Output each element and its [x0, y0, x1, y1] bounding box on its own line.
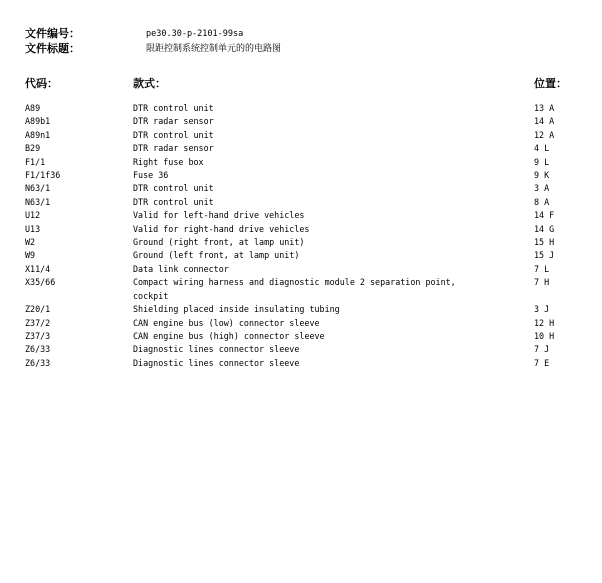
row-description: Right fuse box	[133, 156, 204, 167]
row-code: Z37/3	[25, 330, 51, 341]
column-header-position: 位置：	[534, 77, 567, 90]
legend-table	[0, 102, 602, 370]
doc-number-value: pe30.30-p-2101-99sa	[146, 29, 244, 39]
row-position: 8 A	[534, 196, 550, 207]
row-description: DTR control unit	[133, 129, 214, 140]
table-row	[0, 209, 602, 222]
row-position: 15 H	[534, 237, 555, 248]
row-code: U13	[25, 223, 41, 234]
row-code: Z6/33	[25, 344, 51, 355]
row-description: Shielding placed inside insulating tubing	[133, 304, 340, 315]
table-row	[0, 317, 602, 330]
row-code: A89	[25, 103, 41, 113]
row-description: DTR radar sensor	[133, 143, 214, 154]
table-row	[0, 169, 602, 182]
row-position: 9 K	[534, 170, 550, 181]
row-position: 9 L	[534, 156, 550, 167]
row-code: N63/1	[25, 183, 51, 194]
table-row	[0, 196, 602, 209]
row-position: 15 J	[534, 250, 555, 261]
row-description: DTR control unit	[133, 196, 214, 207]
row-description: DTR control unit	[133, 183, 214, 194]
row-position: 12 A	[534, 129, 555, 140]
row-position: 7 E	[534, 357, 550, 368]
doc-title-value: 限距控制系统控制单元的的电路图	[146, 44, 282, 54]
row-code: B29	[25, 143, 41, 154]
table-row	[0, 357, 602, 370]
row-code: A89n1	[25, 129, 51, 140]
table-row	[0, 249, 602, 262]
table-row	[0, 142, 602, 155]
table-row	[0, 303, 602, 316]
row-description: Diagnostic lines connector sleeve	[133, 344, 300, 355]
row-description: Valid for right-hand drive vehicles	[133, 223, 310, 234]
table-row	[0, 223, 602, 236]
row-position: 7 J	[534, 344, 550, 355]
table-row	[0, 129, 602, 142]
doc-number-label: 文件编号：	[25, 27, 80, 40]
row-code: A89b1	[25, 116, 51, 127]
row-description: DTR radar sensor	[133, 116, 214, 127]
row-position: 4 L	[534, 143, 550, 154]
table-row	[0, 263, 602, 276]
row-code: X11/4	[25, 263, 51, 274]
row-description: DTR control unit	[133, 103, 214, 113]
table-row	[0, 115, 602, 128]
row-code: Z37/2	[25, 317, 51, 328]
table-row	[0, 276, 602, 303]
row-code: X35/66	[25, 277, 56, 288]
table-row	[0, 156, 602, 169]
column-header-description: 款式：	[133, 77, 166, 90]
row-position: 14 G	[534, 223, 555, 234]
row-position: 7 H	[534, 277, 550, 288]
row-description: Diagnostic lines connector sleeve	[133, 357, 300, 368]
row-description: Data link connector	[133, 263, 229, 274]
row-code: U12	[25, 210, 41, 221]
table-row	[0, 102, 602, 115]
row-position: 10 H	[534, 330, 555, 341]
row-position: 3 A	[534, 183, 550, 194]
table-row	[0, 182, 602, 195]
row-code: W2	[25, 237, 36, 248]
row-description: Fuse 36	[133, 170, 169, 181]
column-header-code: 代码：	[25, 77, 58, 90]
row-code: Z20/1	[25, 304, 51, 315]
row-position: 3 J	[534, 304, 550, 315]
row-code: F1/1f36	[25, 170, 61, 181]
row-description: Valid for left-hand drive vehicles	[133, 210, 305, 221]
row-code: N63/1	[25, 196, 51, 207]
row-code: W9	[25, 250, 36, 261]
row-description: CAN engine bus (high) connector sleeve	[133, 330, 325, 341]
row-position: 14 A	[534, 116, 555, 127]
row-code: F1/1	[25, 156, 46, 167]
row-description: Compact wiring harness and diagnostic module 2 separation point, cockpit	[133, 277, 456, 301]
row-position: 7 L	[534, 263, 550, 274]
row-position: 13 A	[534, 103, 555, 113]
table-row	[0, 330, 602, 343]
row-position: 12 H	[534, 317, 555, 328]
table-row	[0, 343, 602, 356]
row-description: Ground (left front, at lamp unit)	[133, 250, 300, 261]
row-description: Ground (right front, at lamp unit)	[133, 237, 305, 248]
row-code: Z6/33	[25, 357, 51, 368]
doc-title-label: 文件标题：	[25, 42, 80, 55]
row-description: CAN engine bus (low) connector sleeve	[133, 317, 320, 328]
table-row	[0, 236, 602, 249]
row-position: 14 F	[534, 210, 555, 221]
